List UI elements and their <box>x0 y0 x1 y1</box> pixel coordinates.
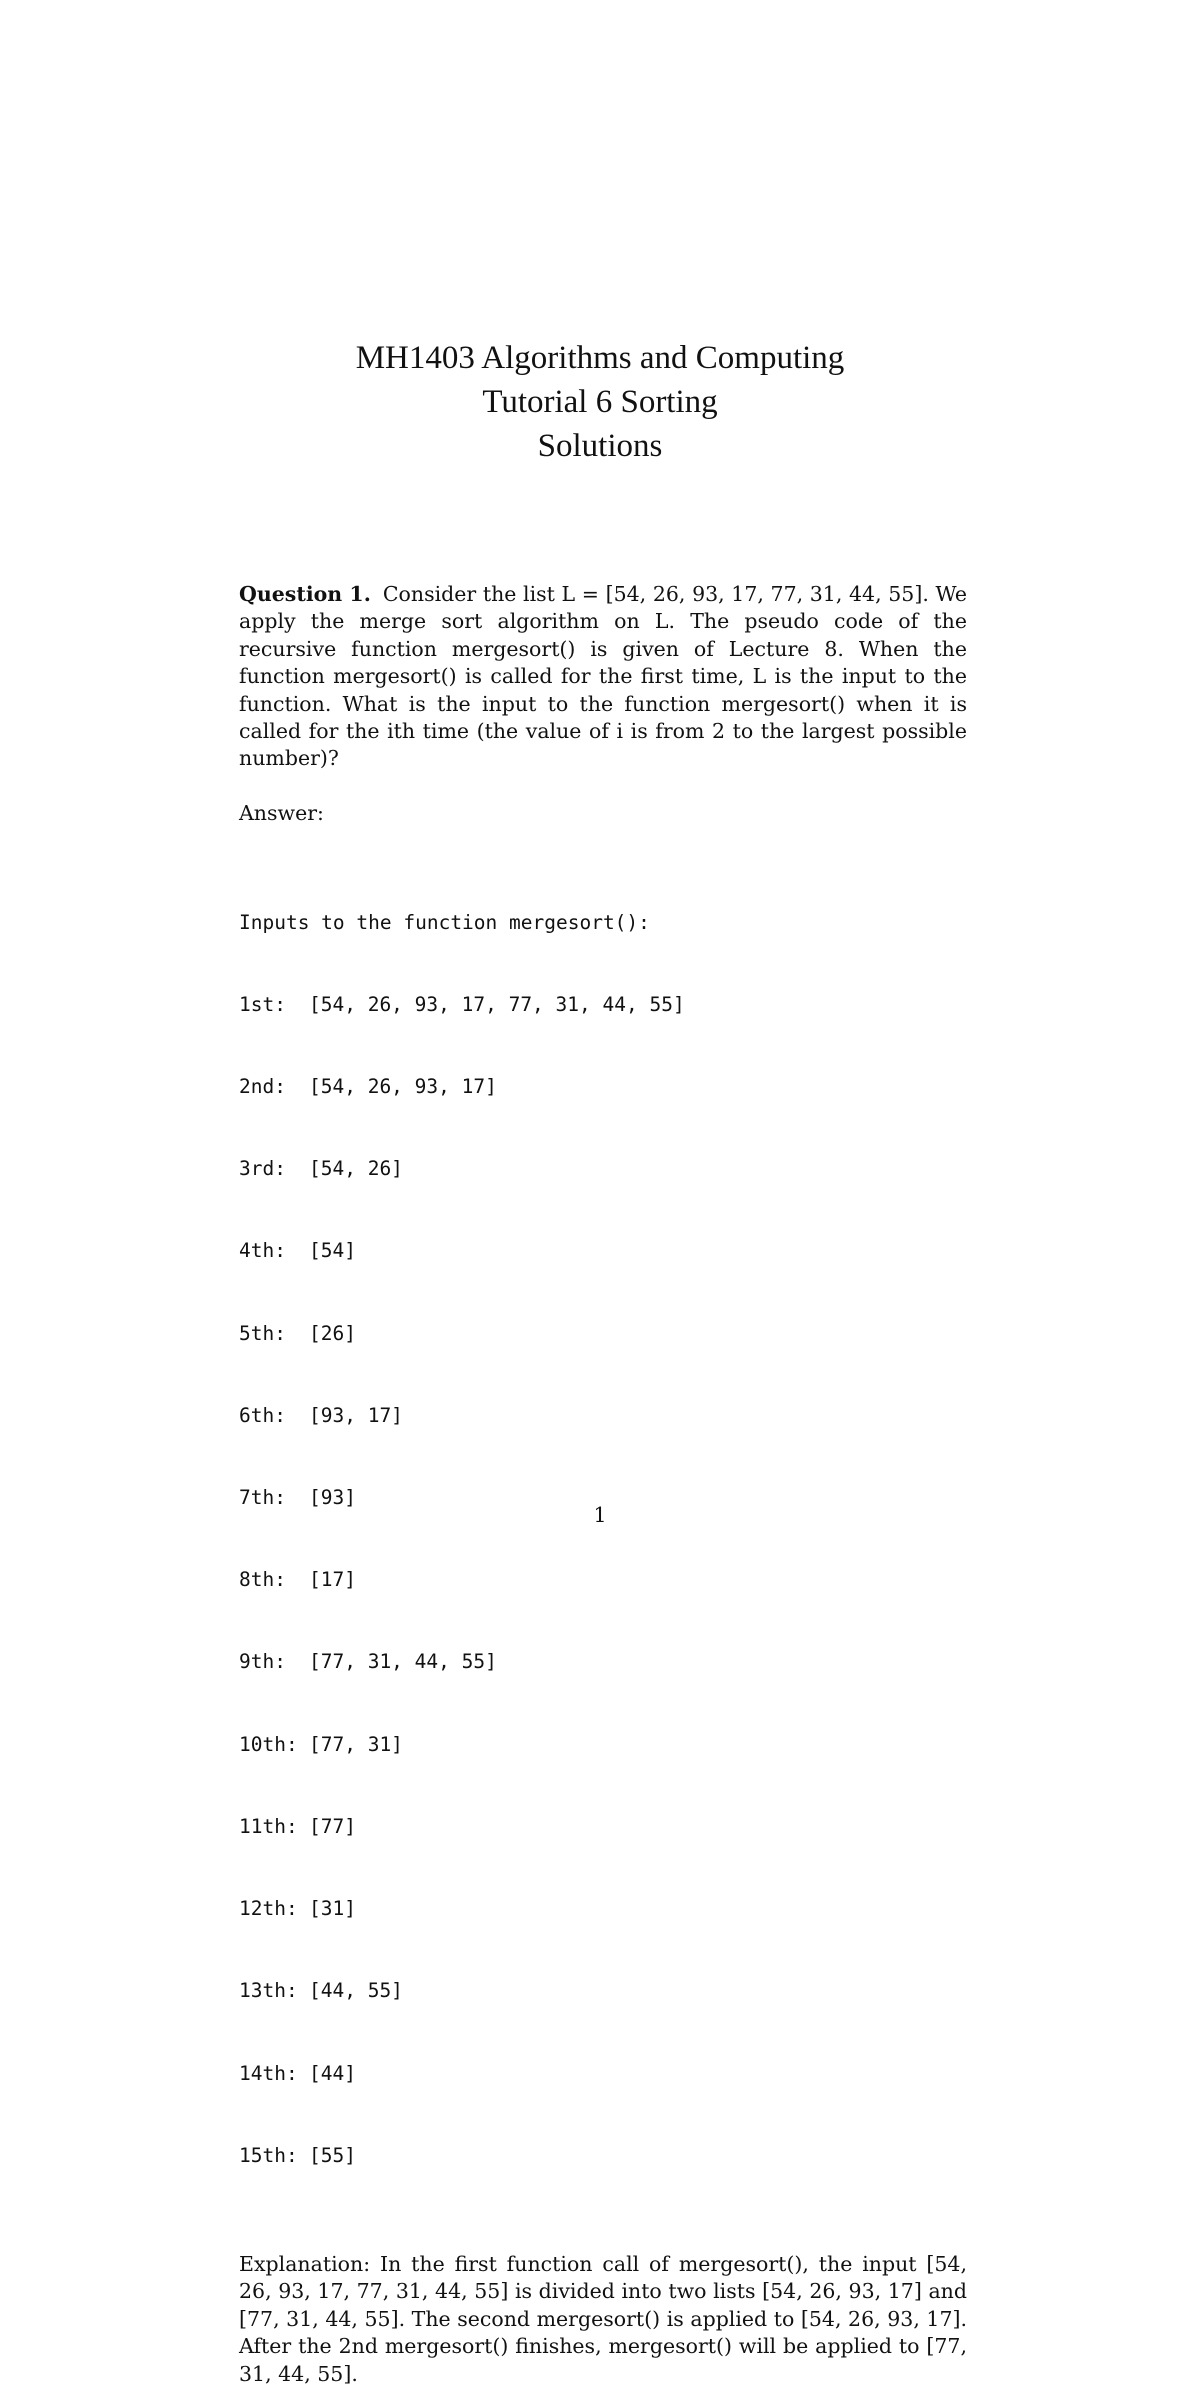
question-label: Question 1. <box>239 582 371 606</box>
document-title <box>0 336 1200 468</box>
code-row <box>239 1566 967 1593</box>
code-row <box>239 1895 967 1922</box>
call-input: [77, 31] <box>309 1732 403 1756</box>
call-index: 12th: <box>239 1897 298 1921</box>
call-index: 4th: <box>239 1239 286 1263</box>
call-input: [44, 55] <box>309 1979 403 2003</box>
code-row <box>239 2060 967 2087</box>
call-index: 5th: <box>239 1321 286 1345</box>
code-listing <box>239 854 967 2224</box>
tutorial-title: Tutorial 6 Sorting <box>482 384 718 420</box>
call-input: [17] <box>309 1568 356 1592</box>
call-index: 13th: <box>239 1979 298 2003</box>
call-input: [55] <box>309 2143 356 2167</box>
call-index: 6th: <box>239 1403 286 1427</box>
call-index: 11th: <box>239 1814 298 1838</box>
code-row <box>239 1155 967 1182</box>
course-title: MH1403 Algorithms and Computing <box>355 340 845 376</box>
call-input: [31] <box>309 1897 356 1921</box>
call-index: 8th: <box>239 1568 286 1592</box>
call-input: [93] <box>309 1486 356 1510</box>
call-input: [54, 26, 93, 17, 77, 31, 44, 55] <box>309 992 685 1016</box>
call-index: 10th: <box>239 1732 298 1756</box>
call-input: [26] <box>309 1321 356 1345</box>
call-input: [54, 26, 93, 17] <box>309 1075 497 1099</box>
explanation-paragraph: Explanation: In the first function call of mergesort(), the input [54, 26, 93, 17, 77, 31, 44, 55] is divided into two lists [54, 26, 93, 17] and [77, 31, 44, 55]. The second mergesort() is applied to [54, 26, 93, 17]. After the 2nd mergesort() finishes, mergesort() will be applied to [77, 31, 44, 55]. <box>239 2251 967 2386</box>
solutions-heading: Solutions <box>537 428 663 464</box>
call-index: 15th: <box>239 2143 298 2167</box>
call-input: [77] <box>309 1814 356 1838</box>
call-index: 7th: <box>239 1486 286 1510</box>
code-row <box>239 1402 967 1429</box>
code-row <box>239 1977 967 2004</box>
answer-label: Answer: <box>239 800 324 825</box>
question-text: Consider the list L = [54, 26, 93, 17, 77, 31, 44, 55]. We apply the merge sort algorithm on L. The pseudo code of the recursive function mergesort() is given of Lecture 8. When the function mergesort() is called for the first time, L is the input to the function. What is the input to the function mergesort() when it is called for the ith time (the value of i is from 2 to the largest possible number)? <box>239 582 968 771</box>
document-body <box>239 581 967 2388</box>
call-input: [77, 31, 44, 55] <box>309 1650 497 1674</box>
call-index: 1st: <box>239 992 286 1016</box>
code-row <box>239 1731 967 1758</box>
code-row <box>239 1320 967 1347</box>
call-input: [44] <box>309 2061 356 2085</box>
call-input: [54, 26] <box>309 1157 403 1181</box>
call-input: [54] <box>309 1239 356 1263</box>
call-index: 2nd: <box>239 1075 286 1099</box>
code-row <box>239 991 967 1018</box>
call-index: 3rd: <box>239 1157 286 1181</box>
page-number: 1 <box>593 1503 607 1527</box>
call-index: 9th: <box>239 1650 286 1674</box>
code-row <box>239 1813 967 1840</box>
call-index: 14th: <box>239 2061 298 2085</box>
question-paragraph <box>239 581 967 773</box>
code-row <box>239 2142 967 2169</box>
code-row <box>239 1073 967 1100</box>
call-input: [93, 17] <box>309 1403 403 1427</box>
code-row <box>239 1648 967 1675</box>
code-row <box>239 1237 967 1264</box>
code-header: Inputs to the function mergesort(): <box>239 910 650 934</box>
